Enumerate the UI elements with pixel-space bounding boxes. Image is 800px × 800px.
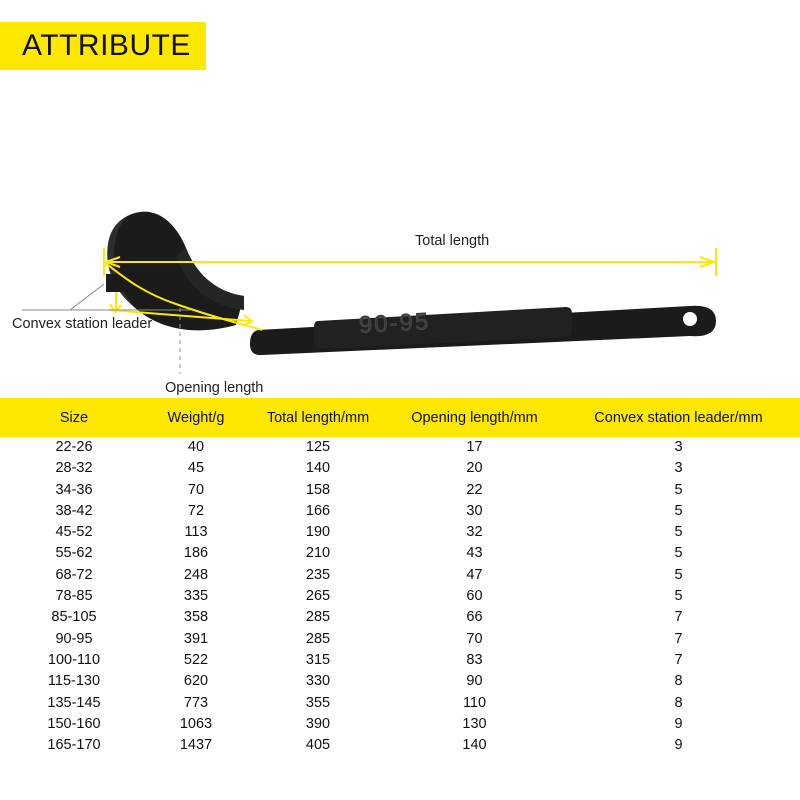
table-cell: 66 <box>466 609 483 626</box>
table-cell: 5 <box>674 502 683 519</box>
column-header-opening-length: Opening length/mm <box>392 398 557 437</box>
table-cell: 70 <box>466 630 483 647</box>
table-row <box>0 480 800 501</box>
table-cell: 9 <box>674 715 683 732</box>
table-cell: 158 <box>305 481 331 498</box>
table-cell: 40 <box>187 439 205 455</box>
table-cell: 22-26 <box>55 439 93 455</box>
spec-table-container <box>0 398 800 756</box>
table-cell: 405 <box>305 737 331 754</box>
annotation-total-length: Total length <box>415 233 490 249</box>
spec-table-head <box>0 398 800 437</box>
wrench-diagram <box>0 78 800 378</box>
table-cell: 773 <box>183 694 209 711</box>
table-cell: 125 <box>305 439 331 455</box>
table-cell: 285 <box>305 630 331 647</box>
table-cell: 135-145 <box>47 694 101 711</box>
table-cell: 32 <box>466 524 483 541</box>
table-cell: 55-62 <box>55 545 93 562</box>
page-title: ATTRIBUTE <box>22 29 191 62</box>
table-row <box>0 714 800 735</box>
table-cell: 140 <box>305 460 331 477</box>
table-cell: 5 <box>674 545 683 562</box>
table-cell: 68-72 <box>55 566 93 583</box>
table-cell: 45-52 <box>55 524 93 541</box>
table-row <box>0 437 800 458</box>
table-cell: 285 <box>305 609 331 626</box>
table-row <box>0 458 800 479</box>
column-header-size: Size <box>0 398 148 437</box>
table-cell: 30 <box>466 502 483 519</box>
table-cell: 130 <box>462 715 487 732</box>
table-cell: 83 <box>466 651 483 668</box>
table-cell: 28-32 <box>55 460 93 477</box>
table-cell: 355 <box>305 694 331 711</box>
spec-table-body <box>0 437 800 756</box>
product-marking-text: 90-95 <box>358 308 431 339</box>
table-cell: 110 <box>462 694 487 711</box>
table-cell: 5 <box>674 524 683 541</box>
table-cell: 72 <box>187 502 205 519</box>
table-row <box>0 607 800 628</box>
table-cell: 113 <box>184 524 208 541</box>
table-cell: 70 <box>187 481 205 498</box>
table-cell: 235 <box>305 566 331 583</box>
table-row <box>0 543 800 564</box>
column-header-weight: Weight/g <box>148 398 244 437</box>
table-cell: 17 <box>466 439 483 455</box>
table-cell: 100-110 <box>47 651 101 668</box>
table-cell: 8 <box>674 694 683 711</box>
table-row <box>0 693 800 714</box>
table-cell: 5 <box>674 588 683 605</box>
table-cell: 8 <box>674 673 683 690</box>
table-cell: 7 <box>674 609 683 626</box>
table-cell: 47 <box>466 566 483 583</box>
table-cell: 3 <box>674 460 683 477</box>
table-cell: 248 <box>183 566 209 583</box>
table-cell: 45 <box>187 460 205 477</box>
table-cell: 190 <box>305 524 331 541</box>
column-header-total-length: Total length/mm <box>244 398 392 437</box>
product-illustration <box>0 78 800 396</box>
table-cell: 166 <box>305 502 331 519</box>
table-cell: 20 <box>466 460 483 477</box>
table-row <box>0 671 800 692</box>
table-cell: 265 <box>305 588 331 605</box>
table-cell: 150-160 <box>47 715 101 732</box>
table-row <box>0 565 800 586</box>
column-header-convex-station-leader: Convex station leader/mm <box>557 398 800 437</box>
table-cell: 5 <box>674 481 683 498</box>
table-cell: 358 <box>183 609 209 626</box>
table-cell: 330 <box>305 673 331 690</box>
table-cell: 9 <box>674 737 683 754</box>
table-cell: 391 <box>183 630 209 647</box>
table-cell: 90-95 <box>55 630 93 647</box>
table-cell: 5 <box>674 566 683 583</box>
table-cell: 3 <box>674 439 683 455</box>
table-cell: 165-170 <box>47 737 101 754</box>
table-cell: 7 <box>674 651 683 668</box>
table-cell: 90 <box>466 673 483 690</box>
table-cell: 78-85 <box>55 588 93 605</box>
table-row <box>0 522 800 543</box>
table-cell: 522 <box>183 651 209 668</box>
annotation-convex-station-leader: Convex station leader <box>12 316 153 332</box>
table-cell: 390 <box>305 715 331 732</box>
table-row <box>0 501 800 522</box>
table-cell: 335 <box>183 588 209 605</box>
table-cell: 60 <box>466 588 483 605</box>
table-cell: 210 <box>305 545 331 562</box>
table-cell: 115-130 <box>47 673 101 690</box>
table-cell: 186 <box>183 545 209 562</box>
table-cell: 43 <box>466 545 483 562</box>
table-cell: 1063 <box>179 715 213 732</box>
table-cell: 22 <box>466 481 483 498</box>
table-cell: 34-36 <box>55 481 93 498</box>
spec-table <box>0 398 800 756</box>
table-row <box>0 650 800 671</box>
table-cell: 38-42 <box>55 502 93 519</box>
table-cell: 1437 <box>179 737 213 754</box>
table-header-row <box>0 398 800 437</box>
table-cell: 315 <box>305 651 331 668</box>
table-row <box>0 735 800 756</box>
table-cell: 7 <box>674 630 683 647</box>
table-cell: 140 <box>462 737 487 754</box>
table-cell: 85-105 <box>51 609 97 626</box>
page-header <box>0 0 800 78</box>
table-cell: 620 <box>183 673 209 690</box>
annotation-opening-length: Opening length <box>165 380 264 396</box>
table-row <box>0 586 800 607</box>
table-row <box>0 629 800 650</box>
